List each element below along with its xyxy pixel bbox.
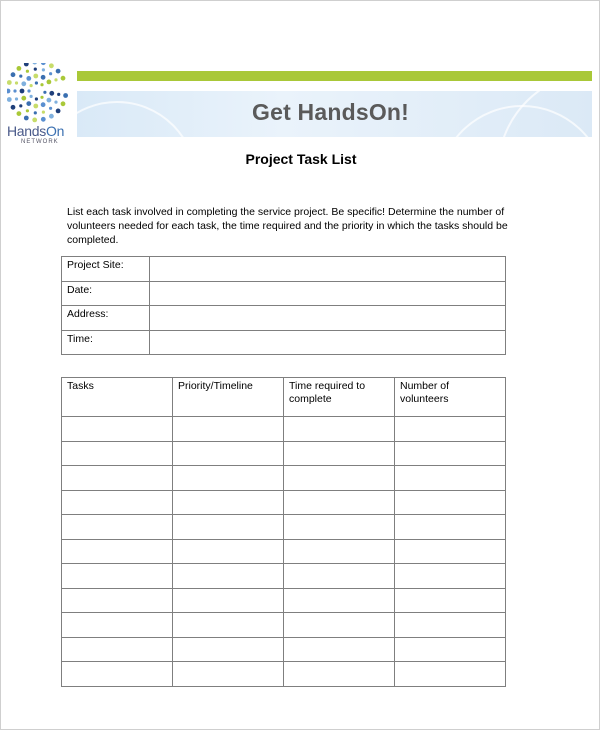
logo-dot [63, 93, 68, 98]
task-cell[interactable] [395, 490, 506, 515]
task-cell[interactable] [284, 539, 395, 564]
logo-dot [35, 97, 38, 100]
instructions-text: List each task involved in completing the service project. Be specific! Determine the number of volunteers needed for each task, the time required and the priority in which the tasks should be completed. [67, 206, 508, 246]
task-cell[interactable] [173, 564, 284, 589]
logo-name [7, 123, 64, 139]
task-cell[interactable] [284, 441, 395, 466]
logo-dot [19, 75, 22, 78]
info-row [62, 281, 506, 306]
header-banner [77, 71, 592, 137]
logo-dot [33, 104, 38, 109]
logo-dot [43, 91, 46, 94]
task-cell[interactable] [62, 637, 173, 662]
column-header: Tasks [62, 378, 173, 417]
logo-dot [40, 96, 43, 99]
info-row [62, 306, 506, 331]
logo-dot [54, 78, 57, 81]
logo-dot [24, 63, 29, 66]
page-title: Project Task List [245, 151, 357, 167]
logo-dot [49, 63, 54, 68]
task-cell[interactable] [62, 441, 173, 466]
logo-dot [26, 70, 29, 73]
task-cell[interactable] [173, 662, 284, 687]
logo-dot [42, 68, 45, 71]
task-cell[interactable] [173, 441, 284, 466]
logo-dot [32, 118, 37, 123]
task-cell[interactable] [173, 539, 284, 564]
task-cell[interactable] [395, 441, 506, 466]
task-cell[interactable] [284, 588, 395, 613]
logo-dot [49, 91, 54, 96]
task-cell[interactable] [173, 637, 284, 662]
task-cell[interactable] [395, 637, 506, 662]
task-row [62, 515, 506, 540]
info-label: Date: [62, 281, 150, 306]
logo-dot [35, 81, 38, 84]
task-cell[interactable] [62, 588, 173, 613]
logo-dot [11, 105, 16, 110]
logo-name-part2: On [45, 123, 65, 139]
logo-dot [47, 80, 52, 85]
banner-title: Get HandsOn! [252, 99, 410, 125]
info-value-field[interactable] [150, 281, 506, 306]
task-cell[interactable] [62, 564, 173, 589]
logo-dot [26, 76, 31, 81]
logo-dot [47, 98, 52, 103]
logo-dot [41, 102, 46, 107]
info-value-field[interactable] [150, 330, 506, 355]
task-cell[interactable] [284, 417, 395, 442]
logo-dot [61, 101, 66, 106]
task-cell[interactable] [395, 417, 506, 442]
task-cell[interactable] [62, 662, 173, 687]
task-cell[interactable] [62, 613, 173, 638]
logo-dot [19, 104, 22, 107]
logo-dot [30, 84, 33, 87]
task-cell[interactable] [395, 466, 506, 491]
task-cell[interactable] [284, 662, 395, 687]
task-row [62, 613, 506, 638]
task-row [62, 564, 506, 589]
task-cell[interactable] [173, 490, 284, 515]
logo-dot [33, 74, 38, 79]
logo-dot [41, 75, 46, 80]
logo-dot [49, 107, 52, 110]
dot-cluster-icon [7, 63, 77, 123]
task-cell[interactable] [284, 637, 395, 662]
logo-dot [40, 83, 43, 86]
logo-dot [21, 81, 26, 86]
logo-name-part1: Hands [7, 123, 46, 139]
task-row [62, 417, 506, 442]
info-label: Project Site: [62, 257, 150, 282]
task-cell[interactable] [173, 466, 284, 491]
task-row [62, 539, 506, 564]
column-header: Priority/Timeline [173, 378, 284, 417]
logo-dot [26, 109, 29, 112]
task-cell[interactable] [62, 466, 173, 491]
task-cell[interactable] [62, 417, 173, 442]
logo-dot [15, 81, 18, 84]
logo-dot [21, 96, 26, 101]
logo-subtitle: NETWORK [21, 139, 59, 145]
task-cell[interactable] [173, 588, 284, 613]
logo-dot [49, 114, 54, 119]
logo-dot [32, 63, 37, 65]
logo-dot [30, 95, 33, 98]
logo-dot [7, 89, 10, 94]
column-header: Time required to complete [284, 378, 395, 417]
accent-bar [77, 71, 592, 81]
logo-dot [54, 101, 57, 104]
task-cell[interactable] [62, 490, 173, 515]
task-cell[interactable] [284, 466, 395, 491]
logo-dot [20, 89, 25, 94]
task-row [62, 637, 506, 662]
logo-dot [34, 68, 37, 71]
task-row [62, 441, 506, 466]
logo-dot [13, 89, 16, 92]
column-header: Number of volunteers [395, 378, 506, 417]
task-cell[interactable] [284, 515, 395, 540]
task-cell[interactable] [62, 539, 173, 564]
task-cell[interactable] [395, 588, 506, 613]
info-row [62, 330, 506, 355]
logo-dot [56, 109, 61, 114]
info-value-field[interactable] [150, 257, 506, 282]
task-cell[interactable] [395, 613, 506, 638]
logo-dot [34, 111, 37, 114]
logo-dot [24, 116, 29, 121]
task-cell[interactable] [173, 613, 284, 638]
task-cell[interactable] [395, 662, 506, 687]
logo-dot [56, 69, 61, 74]
info-label: Address: [62, 306, 150, 331]
logo-dot [49, 72, 52, 75]
handson-logo [7, 63, 77, 147]
task-cell[interactable] [284, 613, 395, 638]
info-label: Time: [62, 330, 150, 355]
task-cell[interactable] [395, 564, 506, 589]
info-value-field[interactable] [150, 306, 506, 331]
logo-dot [61, 76, 66, 81]
logo-dot [15, 97, 18, 100]
project-info-table [61, 256, 506, 355]
task-cell[interactable] [62, 515, 173, 540]
logo-dot [41, 117, 46, 122]
logo-dot [7, 97, 12, 102]
task-cell[interactable] [173, 515, 284, 540]
task-row [62, 466, 506, 491]
task-cell[interactable] [284, 490, 395, 515]
task-cell[interactable] [173, 417, 284, 442]
logo-dot [26, 101, 31, 106]
task-cell[interactable] [395, 515, 506, 540]
task-table [61, 377, 506, 687]
logo-dot [41, 63, 46, 65]
logo-dot [11, 72, 16, 77]
logo-dot [7, 80, 12, 85]
logo-dot [17, 66, 22, 71]
task-header-row [62, 378, 506, 417]
logo-dot [57, 93, 60, 96]
task-row [62, 588, 506, 613]
logo-dot [27, 89, 30, 92]
info-row [62, 257, 506, 282]
task-cell[interactable] [284, 564, 395, 589]
logo-dot [17, 111, 22, 116]
task-cell[interactable] [395, 539, 506, 564]
task-row [62, 662, 506, 687]
task-row [62, 490, 506, 515]
logo-dot [42, 111, 45, 114]
